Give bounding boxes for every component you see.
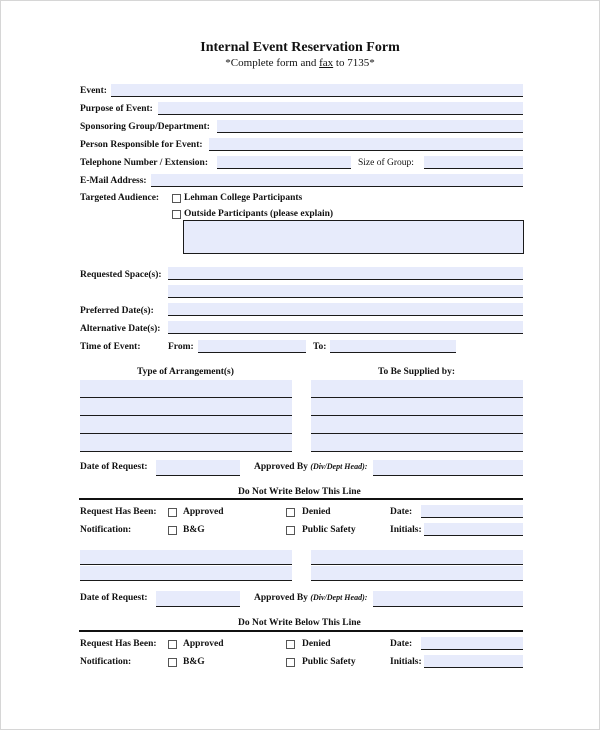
public-safety-checkbox-2[interactable] bbox=[286, 658, 295, 667]
arrangement-type-row-2[interactable] bbox=[80, 398, 292, 416]
approved-by-field-1[interactable] bbox=[373, 460, 523, 476]
time-from-field[interactable] bbox=[198, 340, 306, 353]
date-of-request-field-2[interactable] bbox=[156, 591, 240, 607]
date-field-1[interactable] bbox=[421, 505, 523, 518]
responsible-label: Person Responsible for Event: bbox=[80, 140, 203, 150]
public-safety-option-2: Public Safety bbox=[302, 657, 356, 667]
sponsoring-field[interactable] bbox=[217, 120, 523, 133]
subtitle-prefix: *Complete form and bbox=[225, 57, 320, 69]
date-of-request-label-2: Date of Request: bbox=[80, 593, 148, 603]
purpose-field[interactable] bbox=[158, 102, 523, 115]
telephone-label: Telephone Number / Extension: bbox=[80, 158, 209, 168]
outside-participants-label bbox=[184, 208, 333, 220]
approved-by-text-1: Approved By bbox=[254, 462, 308, 472]
initials-field-2[interactable] bbox=[424, 655, 523, 668]
public-safety-option-1: Public Safety bbox=[302, 525, 356, 535]
please-explain-note: (please explain) bbox=[270, 209, 334, 219]
denied-checkbox-2[interactable] bbox=[286, 640, 295, 649]
time-to-label: To: bbox=[313, 342, 327, 352]
approved-option-2: Approved bbox=[183, 639, 224, 649]
notes-right-row-2[interactable] bbox=[311, 566, 523, 581]
subtitle-fax: fax bbox=[319, 57, 334, 69]
group-size-label: Size of Group: bbox=[358, 158, 414, 168]
div-dept-head-note-1: (Div/Dept Head): bbox=[310, 462, 368, 471]
group-size-field[interactable] bbox=[424, 156, 523, 169]
spaces-field-2[interactable] bbox=[168, 285, 523, 298]
sponsoring-label: Sponsoring Group/Department: bbox=[80, 122, 210, 132]
preferred-dates-label: Preferred Date(s): bbox=[80, 306, 154, 316]
bg-option-2: B&G bbox=[183, 657, 205, 667]
initials-label-2: Initials: bbox=[390, 657, 422, 667]
time-label: Time of Event: bbox=[80, 342, 141, 352]
initials-label-1: Initials: bbox=[390, 525, 422, 535]
subtitle-suffix: to 7135* bbox=[333, 57, 375, 69]
bg-checkbox-1[interactable] bbox=[168, 526, 177, 535]
denied-option-1: Denied bbox=[302, 507, 331, 517]
arrangement-type-row-3[interactable] bbox=[80, 416, 292, 434]
date-of-request-label-1: Date of Request: bbox=[80, 462, 148, 472]
time-to-field[interactable] bbox=[330, 340, 456, 353]
date-label-2: Date: bbox=[390, 639, 413, 649]
approved-by-label-1 bbox=[254, 461, 367, 473]
form-title: Internal Event Reservation Form bbox=[200, 40, 400, 55]
do-not-write-heading-1: Do Not Write Below This Line bbox=[238, 487, 361, 497]
office-use-divider-2 bbox=[79, 630, 523, 632]
supplied-by-row-1[interactable] bbox=[311, 380, 523, 398]
approved-checkbox-1[interactable] bbox=[168, 508, 177, 517]
spaces-label: Requested Space(s): bbox=[80, 270, 162, 280]
do-not-write-heading-2: Do Not Write Below This Line bbox=[238, 618, 361, 628]
request-has-been-label-1: Request Has Been: bbox=[80, 507, 157, 517]
alternative-dates-field[interactable] bbox=[168, 321, 523, 334]
approved-checkbox-2[interactable] bbox=[168, 640, 177, 649]
email-field[interactable] bbox=[151, 174, 523, 187]
approved-by-label-2 bbox=[254, 592, 367, 604]
public-safety-checkbox-1[interactable] bbox=[286, 526, 295, 535]
form-subtitle bbox=[0, 57, 600, 69]
notes-left-row-1[interactable] bbox=[80, 550, 292, 565]
notification-label-1: Notification: bbox=[80, 525, 132, 535]
supplied-by-row-3[interactable] bbox=[311, 416, 523, 434]
outside-participants-text: Outside Participants bbox=[184, 209, 268, 219]
office-use-divider-1 bbox=[79, 498, 523, 500]
outside-participants-explain-box[interactable] bbox=[183, 220, 524, 254]
denied-checkbox-1[interactable] bbox=[286, 508, 295, 517]
arrangement-type-header: Type of Arrangement(s) bbox=[137, 367, 234, 377]
supplied-by-row-2[interactable] bbox=[311, 398, 523, 416]
approved-by-field-2[interactable] bbox=[373, 591, 523, 607]
event-field[interactable] bbox=[111, 84, 523, 97]
approved-option-1: Approved bbox=[183, 507, 224, 517]
purpose-label: Purpose of Event: bbox=[80, 104, 153, 114]
denied-option-2: Denied bbox=[302, 639, 331, 649]
date-field-2[interactable] bbox=[421, 637, 523, 650]
request-has-been-label-2: Request Has Been: bbox=[80, 639, 157, 649]
date-of-request-field-1[interactable] bbox=[156, 460, 240, 476]
supplied-by-row-4[interactable] bbox=[311, 434, 523, 452]
audience-label: Targeted Audience: bbox=[80, 193, 160, 203]
div-dept-head-note-2: (Div/Dept Head): bbox=[310, 593, 368, 602]
outside-participants-checkbox[interactable] bbox=[172, 210, 181, 219]
telephone-field[interactable] bbox=[217, 156, 351, 169]
responsible-field[interactable] bbox=[209, 138, 523, 151]
time-from-label: From: bbox=[168, 342, 194, 352]
approved-by-text-2: Approved By bbox=[254, 593, 308, 603]
initials-field-1[interactable] bbox=[424, 523, 523, 536]
arrangement-type-row-1[interactable] bbox=[80, 380, 292, 398]
notes-left-row-2[interactable] bbox=[80, 566, 292, 581]
email-label: E-Mail Address: bbox=[80, 176, 147, 186]
date-label-1: Date: bbox=[390, 507, 413, 517]
event-label: Event: bbox=[80, 86, 107, 96]
spaces-field-1[interactable] bbox=[168, 267, 523, 280]
lehman-participants-label: Lehman College Participants bbox=[184, 193, 303, 203]
alternative-dates-label: Alternative Date(s): bbox=[80, 324, 161, 334]
supplied-by-header: To Be Supplied by: bbox=[378, 367, 456, 377]
preferred-dates-field[interactable] bbox=[168, 303, 523, 316]
lehman-participants-checkbox[interactable] bbox=[172, 194, 181, 203]
arrangement-type-row-4[interactable] bbox=[80, 434, 292, 452]
bg-checkbox-2[interactable] bbox=[168, 658, 177, 667]
notification-label-2: Notification: bbox=[80, 657, 132, 667]
bg-option-1: B&G bbox=[183, 525, 205, 535]
notes-right-row-1[interactable] bbox=[311, 550, 523, 565]
